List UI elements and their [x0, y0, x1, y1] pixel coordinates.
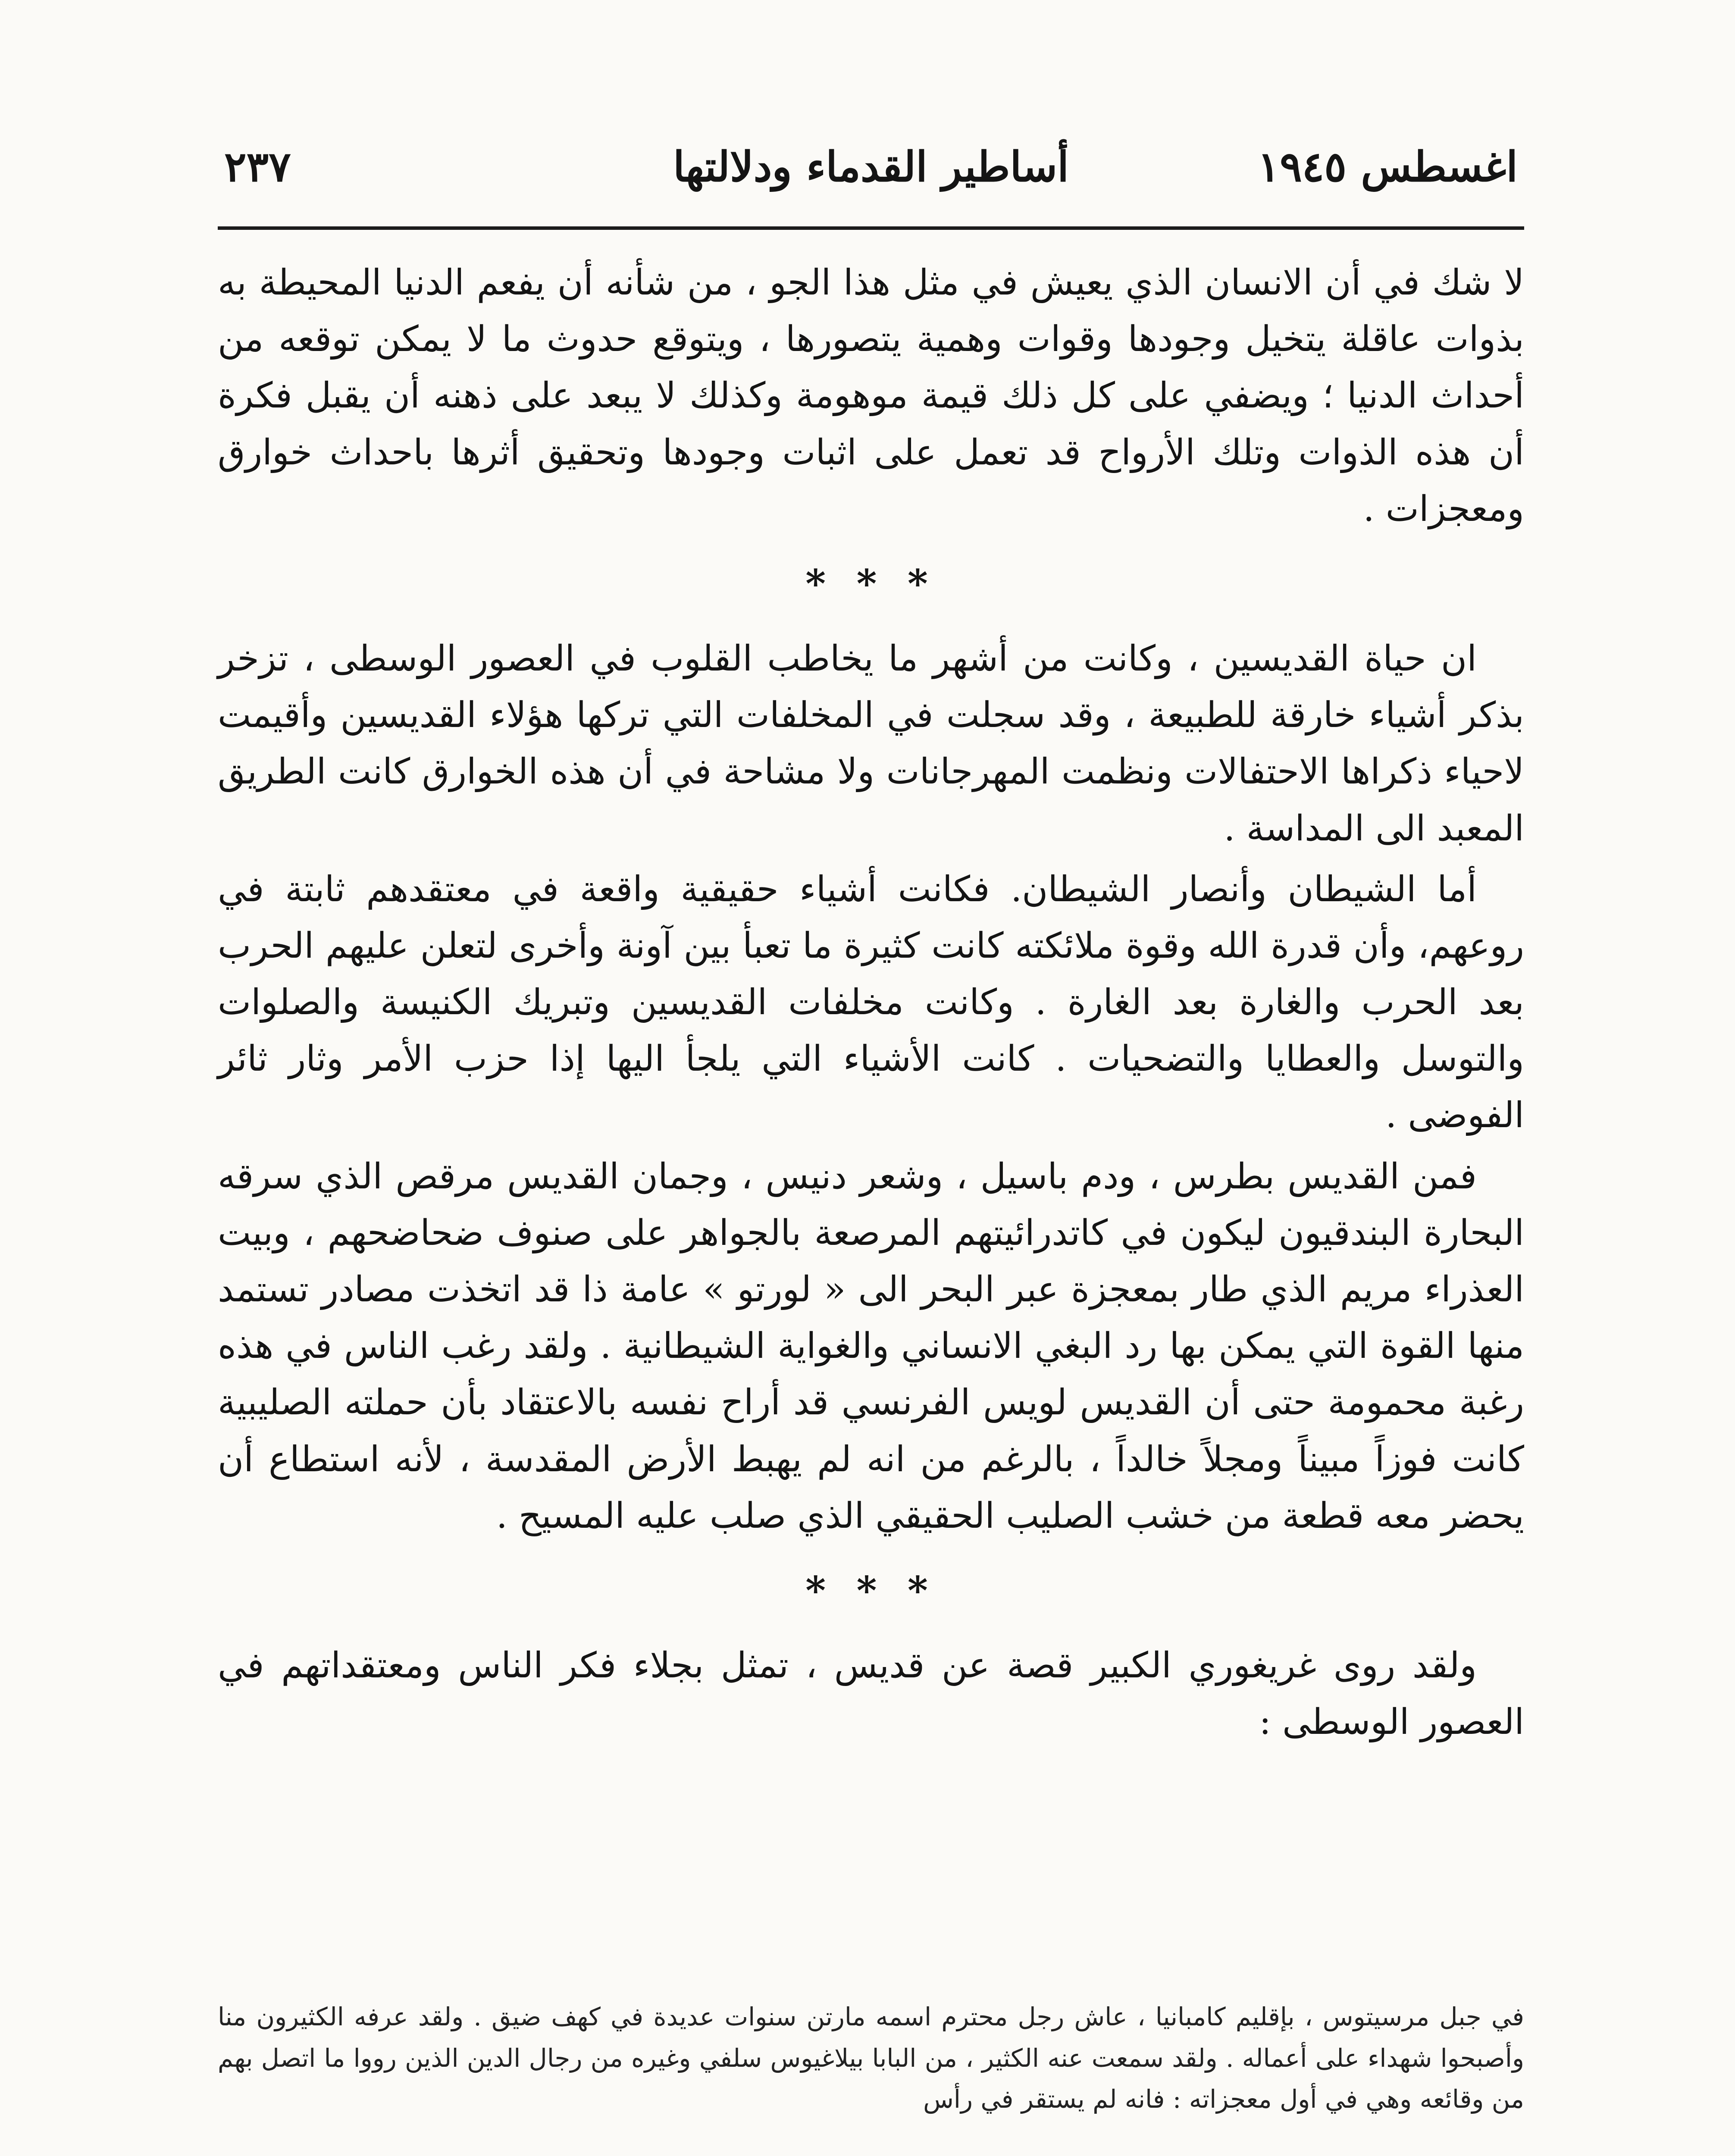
paragraph: أما الشيطان وأنصار الشيطان. فكانت أشياء حقيقية واقعة في معتقدهم ثابتة في روعهم، وأن قدرة الله وقوة ملائكته كانت كثيرة ما تعبأ بين آونة وأخرى لتعلن عليهم الحرب بعد الحرب والغارة بعد الغارة . وكانت مخلفات القديسين وتبريك الكنيسة والصلوات والتوسل والعطايا والتضحيات . كانت الأشياء التي يلجأ اليها إذا حزب الأمر وثار ثائر الفوضى . [218, 868, 1524, 1136]
body-text [218, 254, 1524, 1755]
running-header [224, 129, 1518, 216]
page-number: ٢٣٧ [224, 142, 291, 191]
paragraph: لا شك في أن الانسان الذي يعيش في مثل هذا الجو ، من شأنه أن يفعم الدنيا المحيطة به بذوات عاقلة يتخيل وجودها وقوات وهمية يتصورها ، ويتوقع حدوث ما لا يمكن توقعه من أحداث الدنيا ؛ ويضفي على كل ذلك قيمة موهومة وكذلك لا يبعد على ذهنه أن يقبل فكرة أن هذه الذوات وتلك الأرواح قد تعمل على اثبات وجودها وتحقيق أثرها باحداث خوارق ومعجزات . [218, 262, 1524, 530]
section-separator: * * * [805, 1567, 936, 1614]
running-title: أساطير القدماء ودلالتها [673, 142, 1069, 191]
paragraph: ولقد روى غريغوري الكبير قصة عن قديس ، تمثل بجلاء فكر الناس ومعتقداتهم في العصور الوسطى : [218, 1645, 1524, 1743]
section-separator: * * * [805, 561, 936, 607]
paragraph: فمن القديس بطرس ، ودم باسيل ، وشعر دنيس ، وجمان القديس مرقص الذي سرقه البحارة البندقيون ليكون في كاتدرائيتهم المرصعة بالجواهر على صنوف ضحاضحهم ، وبيت العذراء مريم الذي طار بمعجزة عبر البحر الى « لورتو » عامة ذا قد اتخذت مصادر تستمد منها القوة التي يمكن بها رد البغي الانساني والغواية الشيطانية . ولقد رغب الناس في هذه رغبة محمومة حتى أن القديس لويس الفرنسي قد أراح نفسه بالاعتقاد بأن حملته الصليبية كانت فوزاً مبيناً ومجلاً خالداً ، بالرغم من انه لم يهبط الأرض المقدسة ، لأنه استطاع أن يحضر معه قطعة من خشب الصليب الحقيقي الذي صلب عليه المسيح . [218, 1156, 1524, 1536]
header-rule [218, 226, 1524, 230]
footnote: في جبل مرسيتوس ، بإقليم كامبانيا ، عاش رجل محترم اسمه مارتن سنوات عديدة في كهف ضيق . ولقد عرفه الكثيرون منا وأصبحوا شهداء على أعماله . ولقد سمعت عنه الكثير ، من البابا بيلاغيوس سلفي وغيره من رجال الدين الذين رووا ما اتصل بهم من وقائعه وهي في أول معجزاته : فانه لم يستقر في رأس [218, 2002, 1524, 2114]
paragraph: ان حياة القديسين ، وكانت من أشهر ما يخاطب القلوب في العصور الوسطى ، تزخر بذكر أشياء خارقة للطبيعة ، وقد سجلت في المخلفات التي تركها هؤلاء القديسين وأقيمت لاحياء ذكراها الاحتفالات ونظمت المهرجانات ولا مشاحة في أن هذه الخوارق كانت الطريق المعبد الى المداسة . [218, 638, 1524, 849]
issue-date: اغسطس ١٩٤٥ [1257, 142, 1518, 191]
